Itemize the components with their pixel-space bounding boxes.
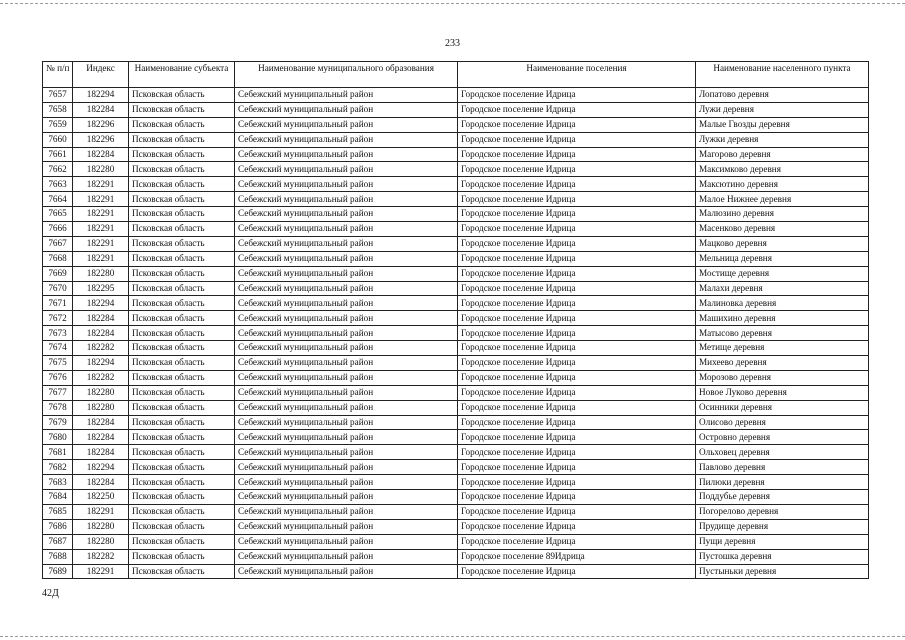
cell-number: 7664: [43, 192, 73, 207]
cell-index: 182280: [73, 162, 129, 177]
cell-settlement: Городское поселение Идрица: [458, 236, 696, 251]
cell-index: 182280: [73, 400, 129, 415]
cell-municipality: Себежский муниципальный район: [235, 207, 458, 222]
cell-number: 7682: [43, 460, 73, 475]
cell-municipality: Себежский муниципальный район: [235, 460, 458, 475]
cell-settlement: Городское поселение Идрица: [458, 207, 696, 222]
table-row: [43, 356, 869, 371]
cell-number: 7681: [43, 445, 73, 460]
cell-number: 7668: [43, 251, 73, 266]
cell-number: 7687: [43, 534, 73, 549]
cell-index: 182291: [73, 564, 129, 579]
cell-number: 7677: [43, 385, 73, 400]
cell-index: 182291: [73, 251, 129, 266]
table-row: [43, 400, 869, 415]
cell-locality: Островно деревня: [696, 430, 869, 445]
cell-index: 182250: [73, 490, 129, 505]
table-row: [43, 415, 869, 430]
cell-index: 182294: [73, 460, 129, 475]
table-row: [43, 326, 869, 341]
cell-locality: Ольховец деревня: [696, 445, 869, 460]
cell-locality: Лужки деревня: [696, 132, 869, 147]
cell-subject: Псковская область: [129, 177, 235, 192]
cell-settlement: Городское поселение Идрица: [458, 341, 696, 356]
table-row: [43, 370, 869, 385]
cell-index: 182291: [73, 207, 129, 222]
cell-subject: Псковская область: [129, 251, 235, 266]
cell-locality: Мацково деревня: [696, 236, 869, 251]
cell-index: 182284: [73, 475, 129, 490]
cell-subject: Псковская область: [129, 504, 235, 519]
settlements-table: [42, 61, 869, 579]
cell-index: 182284: [73, 430, 129, 445]
cell-number: 7657: [43, 88, 73, 103]
cell-index: 182291: [73, 236, 129, 251]
cell-number: 7662: [43, 162, 73, 177]
cell-number: 7688: [43, 549, 73, 564]
cell-number: 7671: [43, 296, 73, 311]
cell-subject: Псковская область: [129, 549, 235, 564]
cell-municipality: Себежский муниципальный район: [235, 415, 458, 430]
table-row: [43, 162, 869, 177]
table-row: [43, 281, 869, 296]
cell-settlement: Городское поселение Идрица: [458, 192, 696, 207]
cell-locality: Максютино деревня: [696, 177, 869, 192]
cell-settlement: Городское поселение Идрица: [458, 356, 696, 371]
table-row: [43, 177, 869, 192]
cell-number: 7679: [43, 415, 73, 430]
cell-municipality: Себежский муниципальный район: [235, 311, 458, 326]
cell-index: 182284: [73, 415, 129, 430]
cell-index: 182294: [73, 88, 129, 103]
cell-municipality: Себежский муниципальный район: [235, 519, 458, 534]
table-row: [43, 117, 869, 132]
cell-municipality: Себежский муниципальный район: [235, 400, 458, 415]
cell-index: 182296: [73, 117, 129, 132]
cell-locality: Лопатово деревня: [696, 88, 869, 103]
cell-locality: Михеево деревня: [696, 356, 869, 371]
cell-municipality: Себежский муниципальный район: [235, 385, 458, 400]
cell-settlement: Городское поселение Идрица: [458, 519, 696, 534]
table-row: [43, 490, 869, 505]
page-number: 233: [445, 38, 460, 49]
cell-settlement: Городское поселение Идрица: [458, 251, 696, 266]
cell-settlement: Городское поселение Идрица: [458, 147, 696, 162]
cell-number: 7672: [43, 311, 73, 326]
cell-settlement: Городское поселение Идрица: [458, 445, 696, 460]
cell-municipality: Себежский муниципальный район: [235, 326, 458, 341]
cell-settlement: Городское поселение Идрица: [458, 222, 696, 237]
cell-municipality: Себежский муниципальный район: [235, 549, 458, 564]
cell-locality: Пущи деревня: [696, 534, 869, 549]
table-row: [43, 296, 869, 311]
cell-index: 182284: [73, 326, 129, 341]
cell-municipality: Себежский муниципальный район: [235, 445, 458, 460]
cell-locality: Малые Гвозды деревня: [696, 117, 869, 132]
cell-locality: Морозово деревня: [696, 370, 869, 385]
cell-municipality: Себежский муниципальный район: [235, 88, 458, 103]
cell-subject: Псковская область: [129, 236, 235, 251]
table-row: [43, 132, 869, 147]
table-row: [43, 504, 869, 519]
cell-subject: Псковская область: [129, 117, 235, 132]
cell-number: 7665: [43, 207, 73, 222]
cell-settlement: Городское поселение Идрица: [458, 370, 696, 385]
col-header-subject: Наименование субъекта: [129, 62, 235, 88]
cell-settlement: Городское поселение Идрица: [458, 400, 696, 415]
cell-subject: Псковская область: [129, 207, 235, 222]
cell-index: 182284: [73, 102, 129, 117]
cell-number: 7675: [43, 356, 73, 371]
table-row: [43, 475, 869, 490]
cell-index: 182284: [73, 147, 129, 162]
cell-settlement: Городское поселение Идрица: [458, 534, 696, 549]
cell-index: 182280: [73, 519, 129, 534]
cell-settlement: Городское поселение Идрица: [458, 475, 696, 490]
cell-municipality: Себежский муниципальный район: [235, 162, 458, 177]
cell-municipality: Себежский муниципальный район: [235, 102, 458, 117]
cell-number: 7686: [43, 519, 73, 534]
table-row: [43, 207, 869, 222]
cell-municipality: Себежский муниципальный район: [235, 117, 458, 132]
cell-number: 7685: [43, 504, 73, 519]
table-row: [43, 341, 869, 356]
cell-municipality: Себежский муниципальный район: [235, 534, 458, 549]
col-header-number: № п/п: [43, 62, 73, 88]
cell-settlement: Городское поселение Идрица: [458, 296, 696, 311]
cell-index: 182294: [73, 356, 129, 371]
cell-index: 182296: [73, 132, 129, 147]
cell-number: 7659: [43, 117, 73, 132]
cell-settlement: Городское поселение Идрица: [458, 162, 696, 177]
cell-locality: Матысово деревня: [696, 326, 869, 341]
cell-index: 182294: [73, 296, 129, 311]
cell-settlement: Городское поселение Идрица: [458, 504, 696, 519]
cell-subject: Псковская область: [129, 102, 235, 117]
cell-municipality: Себежский муниципальный район: [235, 266, 458, 281]
cell-settlement: Городское поселение Идрица: [458, 281, 696, 296]
cell-index: 182282: [73, 370, 129, 385]
cell-subject: Псковская область: [129, 147, 235, 162]
cell-number: 7658: [43, 102, 73, 117]
cell-locality: Поддубье деревня: [696, 490, 869, 505]
cell-settlement: Городское поселение Идрица: [458, 564, 696, 579]
cell-number: 7683: [43, 475, 73, 490]
cell-settlement: Городское поселение Идрица: [458, 326, 696, 341]
table-header-row: [43, 62, 869, 88]
cell-settlement: Городское поселение Идрица: [458, 460, 696, 475]
cell-locality: Малахи деревня: [696, 281, 869, 296]
cell-subject: Псковская область: [129, 564, 235, 579]
cell-locality: Малое Нижнее деревня: [696, 192, 869, 207]
cell-subject: Псковская область: [129, 356, 235, 371]
col-header-municipality: Наименование муниципального образования: [235, 62, 458, 88]
cell-subject: Псковская область: [129, 132, 235, 147]
cell-index: 182291: [73, 504, 129, 519]
cell-number: 7667: [43, 236, 73, 251]
cell-subject: Псковская область: [129, 475, 235, 490]
cell-index: 182284: [73, 311, 129, 326]
cell-number: 7674: [43, 341, 73, 356]
cell-number: 7670: [43, 281, 73, 296]
cell-subject: Псковская область: [129, 460, 235, 475]
cell-index: 182284: [73, 445, 129, 460]
cell-municipality: Себежский муниципальный район: [235, 490, 458, 505]
table-row: [43, 192, 869, 207]
table-header: [43, 62, 869, 88]
cell-locality: Новое Луково деревня: [696, 385, 869, 400]
cell-subject: Псковская область: [129, 311, 235, 326]
cell-municipality: Себежский муниципальный район: [235, 341, 458, 356]
cell-settlement: Городское поселение Идрица: [458, 385, 696, 400]
cell-index: 182291: [73, 192, 129, 207]
cell-municipality: Себежский муниципальный район: [235, 430, 458, 445]
cell-municipality: Себежский муниципальный район: [235, 281, 458, 296]
cell-settlement: Городское поселение Идрица: [458, 415, 696, 430]
table-body: [43, 88, 869, 579]
cell-settlement: Городское поселение Идрица: [458, 102, 696, 117]
table-row: [43, 311, 869, 326]
cell-number: 7660: [43, 132, 73, 147]
cell-locality: Масенково деревня: [696, 222, 869, 237]
table-row: [43, 222, 869, 237]
cell-index: 182280: [73, 266, 129, 281]
cell-municipality: Себежский муниципальный район: [235, 192, 458, 207]
cell-municipality: Себежский муниципальный район: [235, 504, 458, 519]
cell-index: 182295: [73, 281, 129, 296]
cell-settlement: Городское поселение Идрица: [458, 88, 696, 103]
cell-settlement: Городское поселение Идрица: [458, 490, 696, 505]
cell-settlement: Городское поселение Идрица: [458, 430, 696, 445]
table-row: [43, 147, 869, 162]
cell-subject: Псковская область: [129, 445, 235, 460]
cell-subject: Псковская область: [129, 281, 235, 296]
cell-index: 182282: [73, 549, 129, 564]
cell-settlement: Городское поселение Идрица: [458, 311, 696, 326]
cell-locality: Пилюки деревня: [696, 475, 869, 490]
cell-locality: Осинники деревня: [696, 400, 869, 415]
footer-code: 42Д: [42, 588, 59, 599]
cell-subject: Псковская область: [129, 490, 235, 505]
cell-locality: Лужи деревня: [696, 102, 869, 117]
table-row: [43, 236, 869, 251]
cell-settlement: Городское поселение Идрица: [458, 132, 696, 147]
cell-subject: Псковская область: [129, 534, 235, 549]
cell-number: 7661: [43, 147, 73, 162]
cell-settlement: Городское поселение 89Идрица: [458, 549, 696, 564]
cell-number: 7669: [43, 266, 73, 281]
cell-subject: Псковская область: [129, 415, 235, 430]
table-row: [43, 519, 869, 534]
cell-locality: Малиновка деревня: [696, 296, 869, 311]
cell-municipality: Себежский муниципальный район: [235, 236, 458, 251]
col-header-index: Индекс: [73, 62, 129, 88]
cell-locality: Пустыньки деревня: [696, 564, 869, 579]
cell-subject: Псковская область: [129, 296, 235, 311]
cell-number: 7684: [43, 490, 73, 505]
table-row: [43, 564, 869, 579]
table-row: [43, 266, 869, 281]
cell-locality: Пустошка деревня: [696, 549, 869, 564]
cell-locality: Прудище деревня: [696, 519, 869, 534]
cell-municipality: Себежский муниципальный район: [235, 370, 458, 385]
cell-locality: Магорово деревня: [696, 147, 869, 162]
cell-municipality: Себежский муниципальный район: [235, 296, 458, 311]
cell-index: 182291: [73, 222, 129, 237]
cell-number: 7689: [43, 564, 73, 579]
table-row: [43, 534, 869, 549]
cell-subject: Псковская область: [129, 370, 235, 385]
cell-number: 7678: [43, 400, 73, 415]
cell-index: 182291: [73, 177, 129, 192]
cell-subject: Псковская область: [129, 400, 235, 415]
cell-municipality: Себежский муниципальный район: [235, 132, 458, 147]
cell-number: 7663: [43, 177, 73, 192]
cell-settlement: Городское поселение Идрица: [458, 117, 696, 132]
cell-locality: Максимково деревня: [696, 162, 869, 177]
cell-index: 182280: [73, 385, 129, 400]
cell-subject: Псковская область: [129, 326, 235, 341]
cell-subject: Псковская область: [129, 192, 235, 207]
cell-locality: Малюзино деревня: [696, 207, 869, 222]
cell-locality: Метище деревня: [696, 341, 869, 356]
cell-settlement: Городское поселение Идрица: [458, 177, 696, 192]
cell-locality: Машихино деревня: [696, 311, 869, 326]
cell-municipality: Себежский муниципальный район: [235, 475, 458, 490]
table-row: [43, 460, 869, 475]
cell-settlement: Городское поселение Идрица: [458, 266, 696, 281]
cell-municipality: Себежский муниципальный район: [235, 177, 458, 192]
cell-subject: Псковская область: [129, 266, 235, 281]
cell-number: 7676: [43, 370, 73, 385]
scan-edge-bottom: [0, 636, 905, 637]
cell-municipality: Себежский муниципальный район: [235, 356, 458, 371]
cell-municipality: Себежский муниципальный район: [235, 564, 458, 579]
table-row: [43, 385, 869, 400]
cell-subject: Псковская область: [129, 162, 235, 177]
cell-locality: Олисово деревня: [696, 415, 869, 430]
table-row: [43, 430, 869, 445]
cell-subject: Псковская область: [129, 88, 235, 103]
cell-municipality: Себежский муниципальный район: [235, 147, 458, 162]
table-row: [43, 102, 869, 117]
cell-subject: Псковская область: [129, 519, 235, 534]
cell-municipality: Себежский муниципальный район: [235, 251, 458, 266]
cell-number: 7673: [43, 326, 73, 341]
table-row: [43, 88, 869, 103]
cell-locality: Погорелово деревня: [696, 504, 869, 519]
col-header-locality: Наименование населенного пункта: [696, 62, 869, 88]
cell-index: 182282: [73, 341, 129, 356]
cell-number: 7666: [43, 222, 73, 237]
cell-subject: Псковская область: [129, 385, 235, 400]
cell-municipality: Себежский муниципальный район: [235, 222, 458, 237]
cell-locality: Павлово деревня: [696, 460, 869, 475]
cell-subject: Псковская область: [129, 341, 235, 356]
cell-locality: Мельница деревня: [696, 251, 869, 266]
cell-index: 182280: [73, 534, 129, 549]
col-header-settlement: Наименование поселения: [458, 62, 696, 88]
scan-edge-top: [0, 3, 905, 4]
table-row: [43, 445, 869, 460]
table-row: [43, 549, 869, 564]
cell-number: 7680: [43, 430, 73, 445]
cell-subject: Псковская область: [129, 430, 235, 445]
table-row: [43, 251, 869, 266]
cell-locality: Мостище деревня: [696, 266, 869, 281]
cell-subject: Псковская область: [129, 222, 235, 237]
